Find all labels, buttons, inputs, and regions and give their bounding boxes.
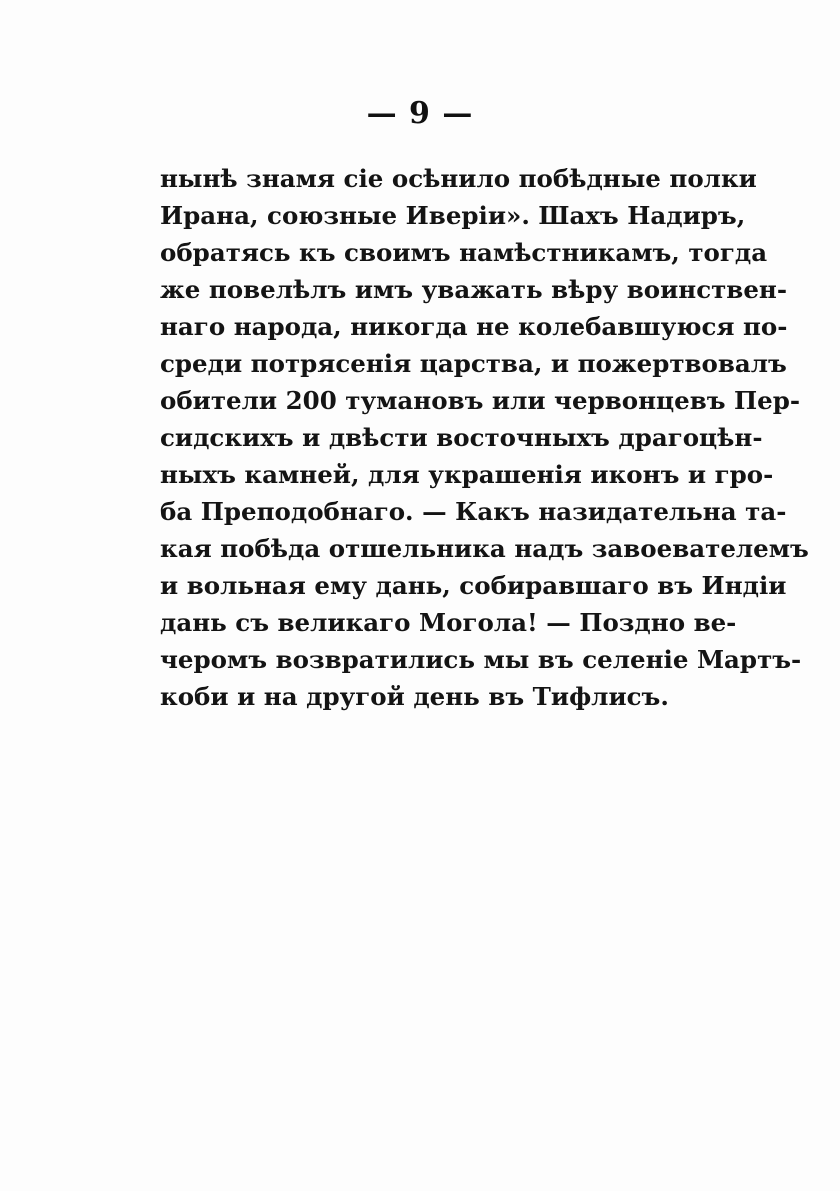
- text-line: сидскихъ и двѣсти восточныхъ драгоцѣн-: [160, 423, 763, 452]
- page-number: — 9 —: [366, 96, 474, 131]
- text-line: и вольная ему дань, собиравшаго въ Индіи: [160, 571, 787, 600]
- text-line: ныхъ камней, для украшенія иконъ и гро-: [160, 460, 774, 489]
- text-line: же повелѣлъ имъ уважать вѣру воинствен-: [160, 275, 788, 304]
- text-line: среди потрясенія царства, и пожертвовалъ: [160, 349, 787, 378]
- text-line: дань съ великаго Могола! — Поздно ве-: [160, 608, 737, 637]
- text-line: обратясь къ своимъ намѣстникамъ, тогда: [160, 238, 768, 267]
- text-line: черомъ возвратились мы въ селеніе Мартъ-: [160, 645, 802, 674]
- text-line-last: коби и на другой день въ Тифлисъ.: [160, 682, 669, 711]
- text-line: обители 200 тумановъ или червонцевъ Пер-: [160, 386, 801, 415]
- text-line: ба Преподобнаго. — Какъ назидательна та-: [160, 497, 787, 526]
- text-line: нынѣ знамя сіе осѣнило побѣдные полки: [160, 164, 757, 193]
- body-text: [160, 160, 809, 715]
- text-line: Ирана, союзные Иверіи». Шахъ Надиръ,: [160, 201, 746, 230]
- text-line: кая побѣда отшельника надъ завоевателемъ: [160, 534, 809, 563]
- text-line: наго народа, никогда не колебавшуюся по-: [160, 312, 788, 341]
